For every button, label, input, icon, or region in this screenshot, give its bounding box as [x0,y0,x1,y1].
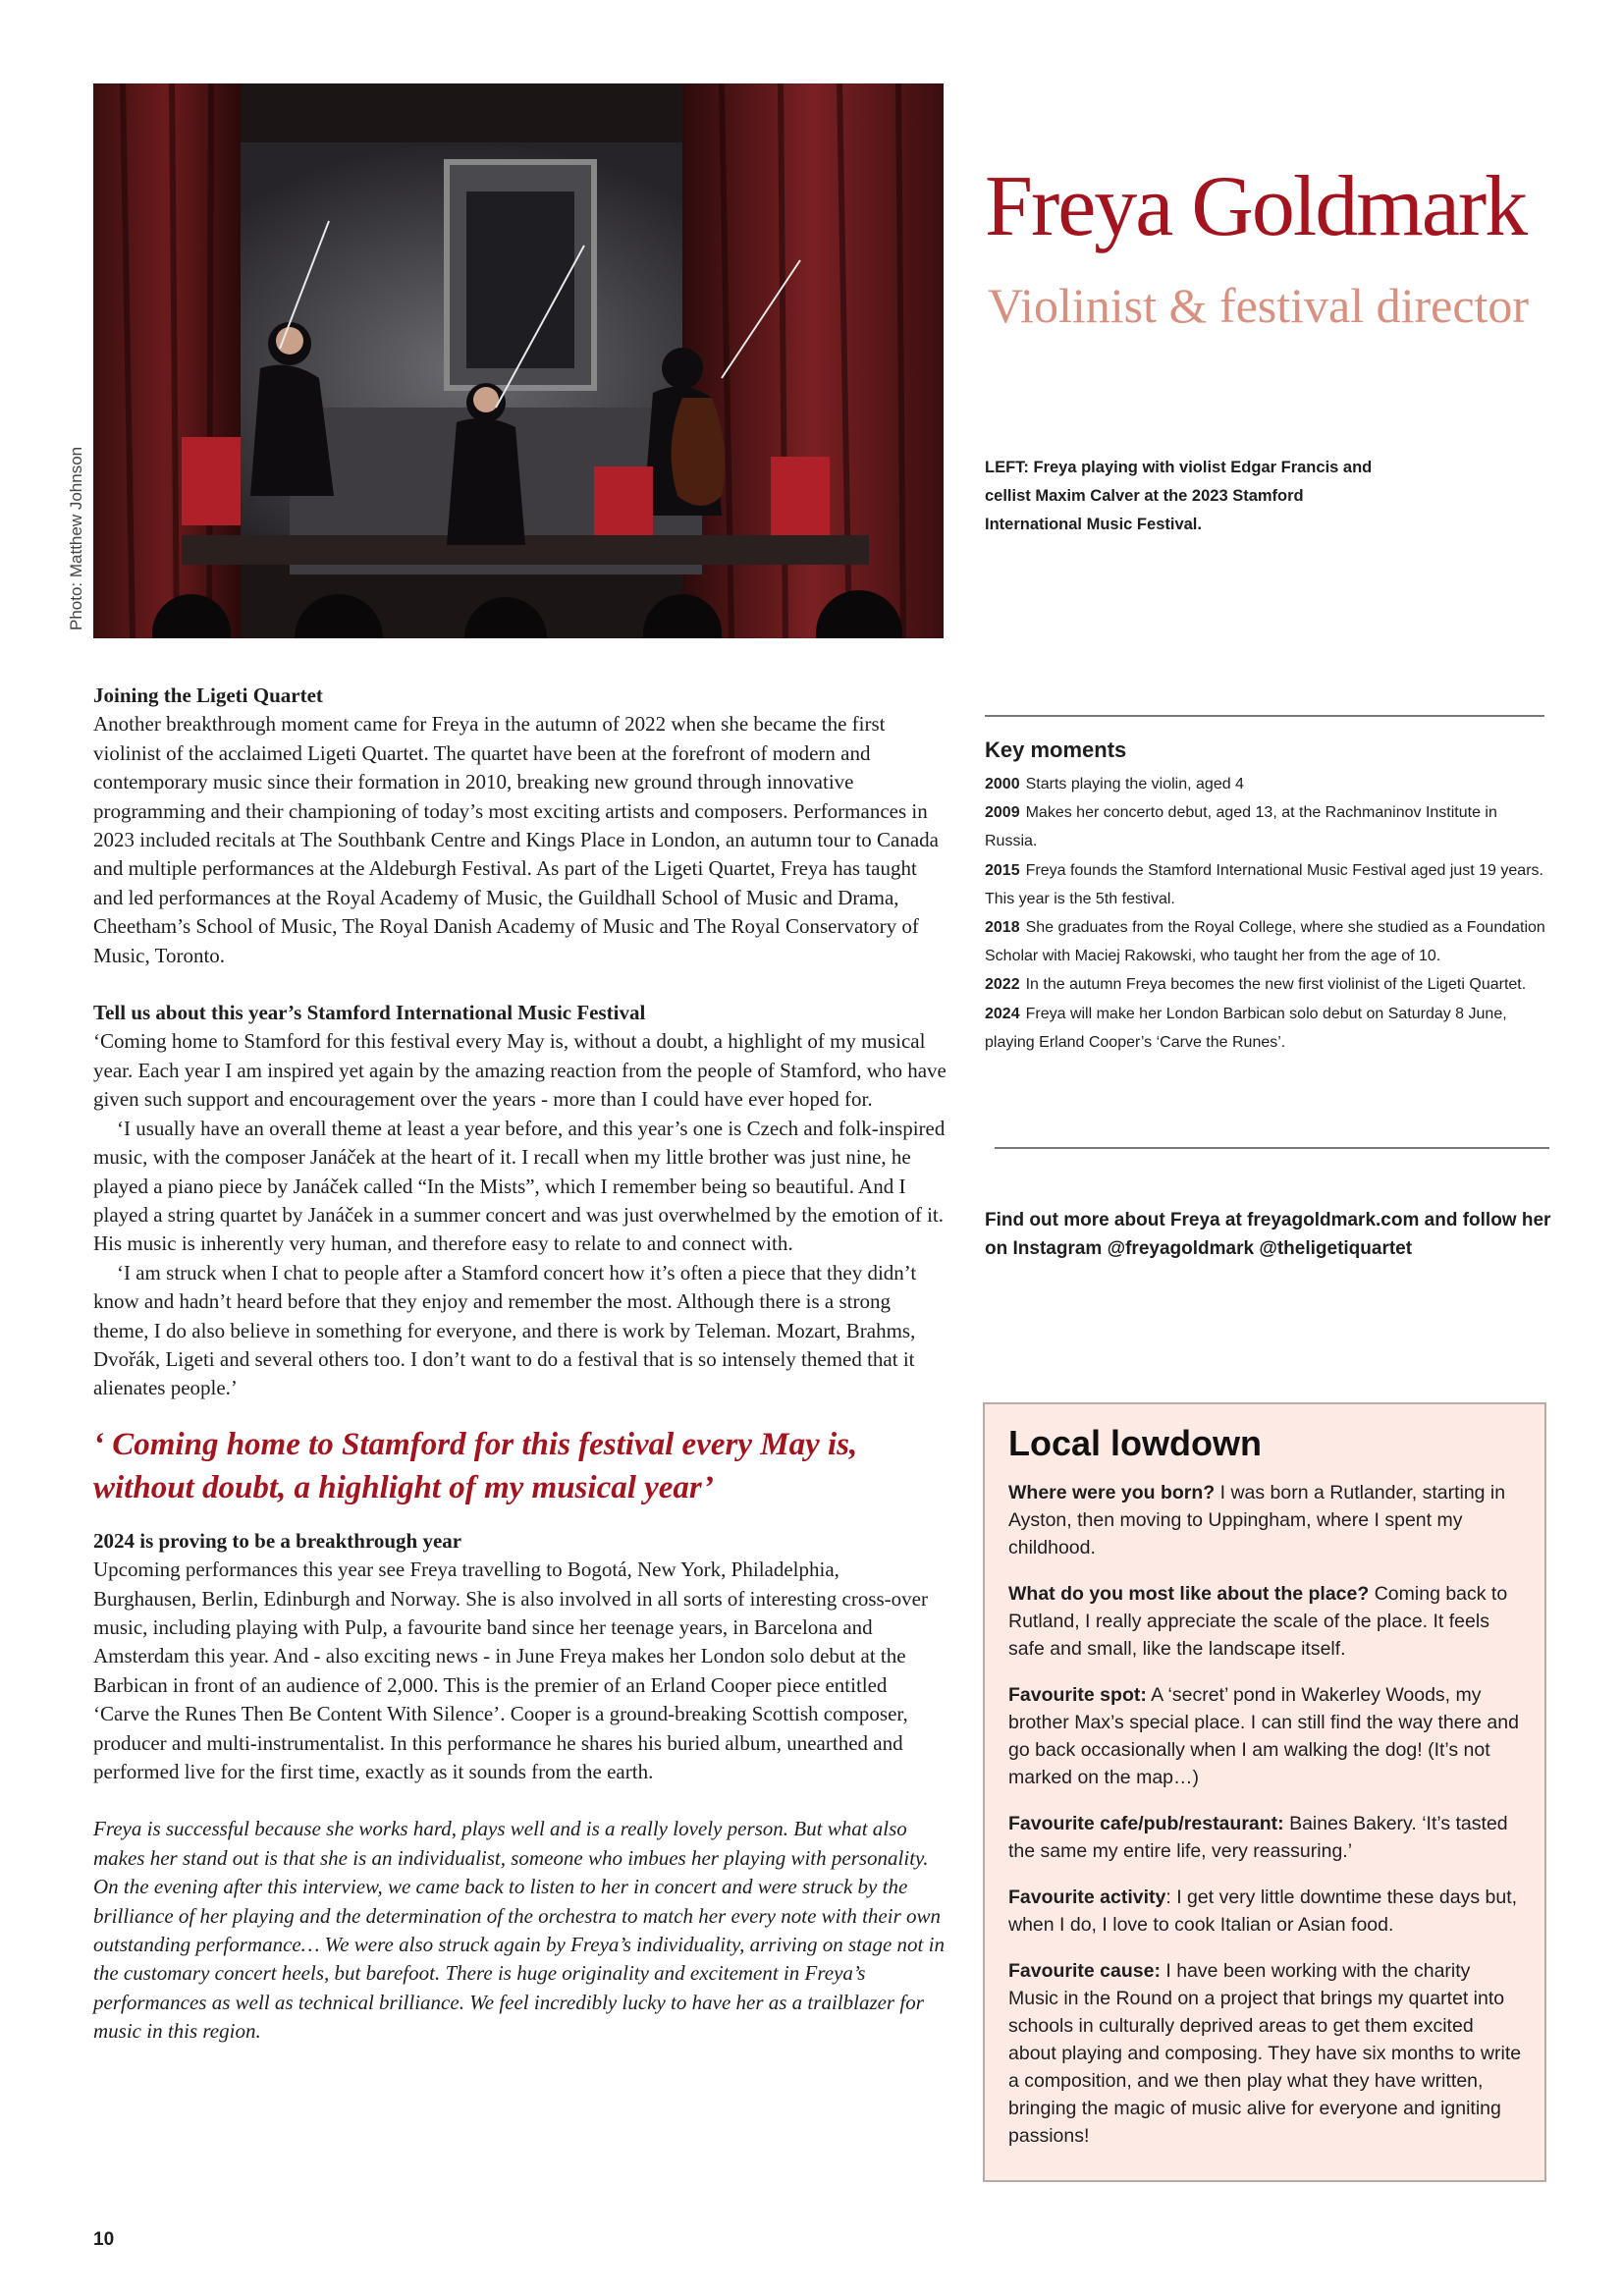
paragraph-breakthrough: Upcoming performances this year see Freya travelling to Bogotá, New York, Philadelphia, Burghausen, Berlin, Edinburgh and Norway. She is also involved in all sorts of interesting cross-over music, including playing with Pulp, a favourite band since her teenage years, in Barcelona and Amsterdam this year. And - also exciting news - in June Freya makes her London solo debut at the Barbican in front of an audience of 2,000. This is the premier of an Erland Cooper piece entitled ‘Carve the Runes Then Be Content With Silence’. Cooper is a ground-breaking Scottish composer, producer and multi-instrumentalist. In this performance he shares his buried album, unearthed and performed live for the first time, exactly as it sounds from the earth. [93,1558,928,1783]
key-moment-item: 2015 Freya founds the Stamford International Music Festival aged just 19 years. This year is the 5th festival. [985,861,1543,907]
paragraph-festival-2: ‘I usually have an overall theme at least a year before, and this year’s one is Czech and folk-inspired music, with the composer Janáček at the heart of it. I recall when my little brother was just nine, he played a piano piece by Janáček called “In the Mists”, which I remember being so beautiful. And I played a string quartet by Janáček in a summer concert and was just overwhelmed by the emotion of it. His music is inherently very human, and therefore easy to relate to and connect with. [93,1116,946,1256]
key-moment-item: 2018 She graduates from the Royal College, where she studied as a Foundation Scholar with Maciej Rakowski, who taught her from the age of 10. [985,919,1545,965]
paragraph-joining: Another breakthrough moment came for Freya in the autumn of 2022 when she became the first violinist of the acclaimed Ligeti Quartet. The quartet have been at the forefront of modern and contemporary music since their formation in 2010, breaking new ground through innovative programming and their championing of today’s most exciting artists and composers. Performances in 2023 included recitals at The Southbank Centre and Kings Place in London, an autumn tour to Canada and multiple performances at the Aldeburgh Festival. As part of the Ligeti Quartet, Freya has taught and led performances at the Royal Academy of Music, the Guildhall School of Music and Drama, Cheetham’s School of Music, The Royal Danish Academy of Music and The Royal Conservatory of Music, Toronto. [93,712,939,967]
section-heading-festival: Tell us about this year’s Stamford International Music Festival [93,1001,646,1025]
lowdown-item: Favourite spot: A ‘secret’ pond in Wakerley Woods, my brother Max’s special place. I can still find the way there and go back occasionally when I am walking the dog! (It’s not marked on the map…) [1008,1684,1519,1788]
key-moment-item: 2000 Starts playing the violin, aged 4 [985,776,1244,793]
key-moment-item: 2024 Freya will make her London Barbican solo debut on Saturday 8 June, playing Erland Cooper’s ‘Carve the Runes’. [985,1005,1507,1051]
lowdown-item: Where were you born? I was born a Rutlander, starting in Ayston, then moving to Uppingham, where I spent my childhood. [1008,1482,1506,1558]
article-subtitle: Violinist & festival director [988,278,1530,333]
lowdown-item: Favourite cause: I have been working with the charity Music in the Round on a project that brings my quartet into schools in culturally deprived areas to get them excited about playing and composing. They have six months to write a composition, and we then play what they have written, bringing the magic of music alive for everyone and igniting passions! [1008,1960,1522,2147]
section-heading-joining: Joining the Ligeti Quartet [93,683,323,707]
lowdown-item: Favourite activity: I get very little downtime these days but, when I do, I love to cook Italian or Asian food. [1008,1886,1518,1936]
photo-credit: Photo: Matthew Johnson [67,446,85,630]
article-title: Freya Goldmark [985,159,1527,254]
key-moment-item: 2009 Makes her concerto debut, aged 13, at the Rachmaninov Institute in Russia. [985,804,1497,850]
key-moments-heading: Key moments [985,738,1127,762]
page-number: 10 [93,2229,115,2250]
key-moment-item: 2022 In the autumn Freya becomes the new first violinist of the Ligeti Quartet. [985,976,1527,994]
section-heading-breakthrough: 2024 is proving to be a breakthrough year [93,1528,462,1553]
local-lowdown-box [983,1402,1546,2182]
paragraph-festival-1: ‘Coming home to Stamford for this festival every May is, without a doubt, a highlight of my musical year. Each year I am inspired yet again by the amazing reaction from the people of Stamford, who have given such support and encouragement over the years - more than I could have ever hoped for. [93,1029,947,1112]
photo-caption: LEFT: Freya playing with violist Edgar Francis and cellist Maxim Calver at the 2023 Stamford International Music Festival. [985,459,1373,533]
concert-photo [93,83,944,638]
closing-paragraph: Freya is successful because she works hard, plays well and is a really lovely person. But what also makes her stand out is that she is an individualist, someone who imbues her playing with personality. On the evening after this interview, we came back to listen to her in concert and were struck by the brilliance of her playing and the determination of the orchestra to match her every note with their own outstanding performance… We were also struck again by Freya’s individuality, arriving on stage not in the customary concert heels, but barefoot. There is huge originality and excitement in Freya’s performances as well as technical brilliance. We feel incredibly lucky to have her as a trailblazer for music in this region. [93,1817,945,2044]
divider-bottom [995,1147,1549,1149]
article-body [93,682,947,2047]
paragraph-festival-3: ‘I am struck when I chat to people after a Stamford concert how it’s often a piece that they didn’t know and hadn’t heard before that they enjoy and remember the most. Although there is a strong theme, I do also believe in something for everyone, and there is work by Teleman. Mozart, Brahms, Dvořák, Ligeti and several others too. I don’t want to do a festival that is so intensely themed that it alienates people.’ [93,1260,917,1400]
lowdown-item: What do you most like about the place? Coming back to Rutland, I really appreciate the scale of the place. It feels safe and small, like the landscape itself. [1008,1583,1508,1660]
find-out-more: Find out more about Freya at freyagoldmark.com and follow her on Instagram @freyagoldmark @theligetiquartet [985,1210,1551,1259]
lowdown-item: Favourite cafe/pub/restaurant: Baines Bakery. ‘It’s tasted the same my entire life, very reassuring.’ [1008,1813,1508,1862]
pull-quote: ‘ Coming home to Stamford for this festival every May is, without doubt, a highlight of my musical year’ [93,1426,858,1505]
lowdown-heading: Local lowdown [1008,1423,1262,1463]
quartet-performance-image [93,83,944,638]
divider-top [985,715,1544,717]
key-moments [985,735,1549,1057]
